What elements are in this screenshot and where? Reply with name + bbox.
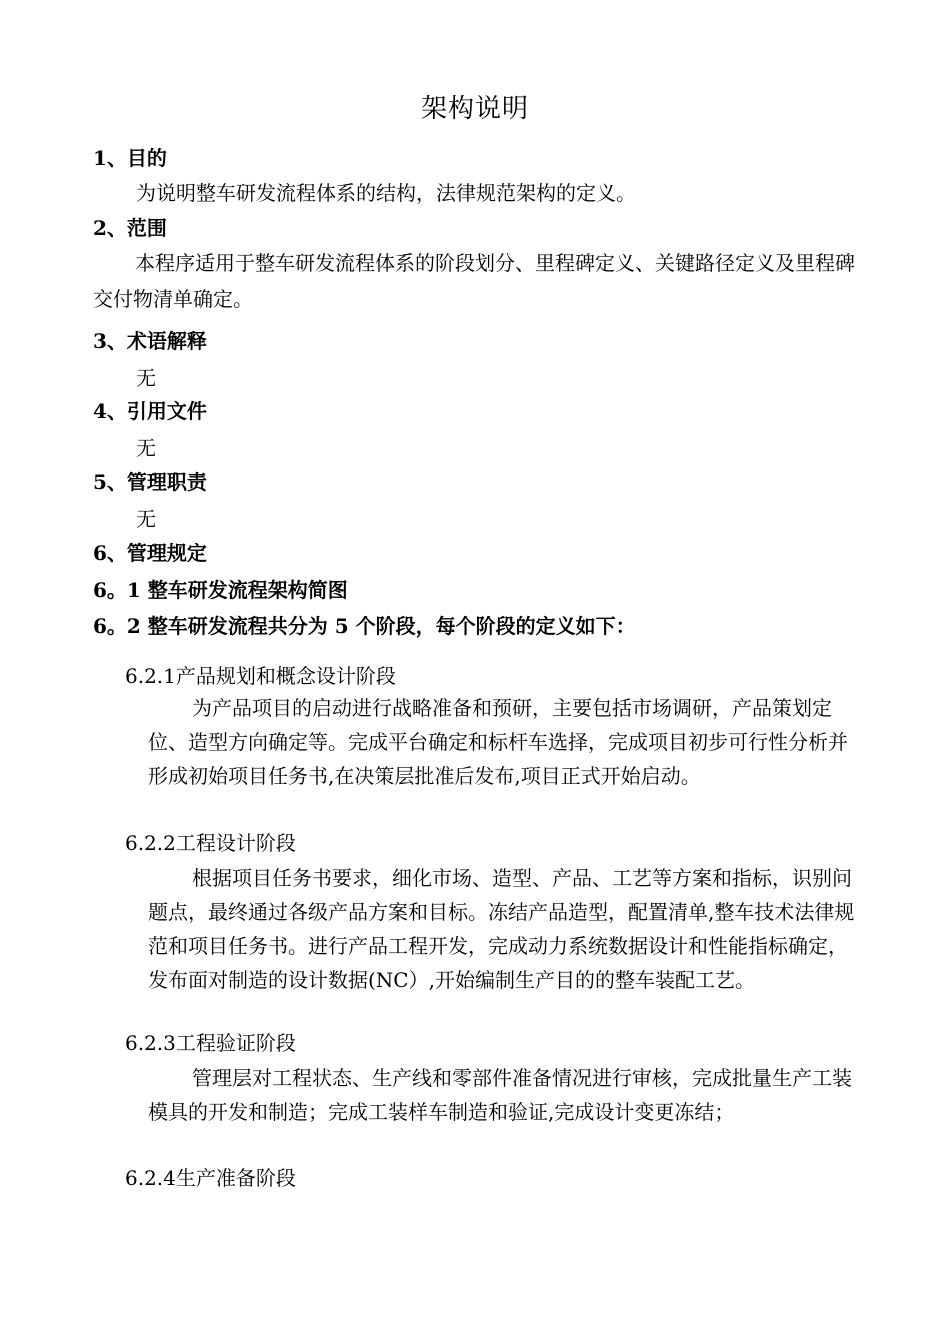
section-heading-regulations: 6、管理规定 xyxy=(93,541,207,565)
stage-body-engineering-design: 根据项目任务书要求，细化市场、造型、产品、工艺等方案和指标，识别问题点，最终通过各级产品方案和目标。冻结产品造型，配置清单,整车技术法律规范和项目任务书。进行产品工程开发，完成动力系统数据设计和性能指标确定，发布面对制造的设计数据(NC）,开始编制生产目的的整车装配工艺。 xyxy=(148,866,855,992)
section-body-responsibilities: 无 xyxy=(136,507,156,531)
section-heading-terms: 3、术语解释 xyxy=(93,329,207,353)
stage-heading-engineering-validation: 6.2.3工程验证阶段 xyxy=(125,1031,296,1055)
stage-body-engineering-validation: 管理层对工程状态、生产线和零部件准备情况进行审核，完成批量生产工装模具的开发和制造；完成工装样车制造和验证,完成设计变更冻结； xyxy=(148,1066,852,1124)
stage-heading-engineering-design: 6.2.2工程设计阶段 xyxy=(125,831,296,855)
section-heading-scope: 2、范围 xyxy=(93,216,167,240)
page-title: 架构说明 xyxy=(420,94,529,124)
stage-heading-production-prep: 6.2.4生产准备阶段 xyxy=(125,1166,296,1190)
section-heading-purpose: 1、目的 xyxy=(93,146,167,170)
section-body-purpose: 为说明整车研发流程体系的结构，法律规范架构的定义。 xyxy=(136,181,636,205)
section-heading-stages: 6。2 整车研发流程共分为 5 个阶段，每个阶段的定义如下： xyxy=(93,614,636,638)
section-heading-responsibilities: 5、管理职责 xyxy=(93,470,207,494)
section-body-scope: 本程序适用于整车研发流程体系的阶段划分、里程碑定义、关键路径定义及里程碑交付物清单确定。 xyxy=(93,251,855,311)
section-heading-references: 4、引用文件 xyxy=(93,399,207,423)
stage-body-planning: 为产品项目的启动进行战略准备和预研，主要包括市场调研，产品策划定位、造型方向确定等。完成平台确定和标杆车选择，完成项目初步可行性分析并形成初始项目任务书,在决策层批准后发布,项目正式开始启动。 xyxy=(148,696,848,788)
stage-heading-planning: 6.2.1产品规划和概念设计阶段 xyxy=(125,664,396,688)
section-body-terms: 无 xyxy=(136,366,156,390)
section-heading-architecture-diagram: 6。1 整车研发流程架构简图 xyxy=(93,578,348,602)
section-body-references: 无 xyxy=(136,436,156,460)
